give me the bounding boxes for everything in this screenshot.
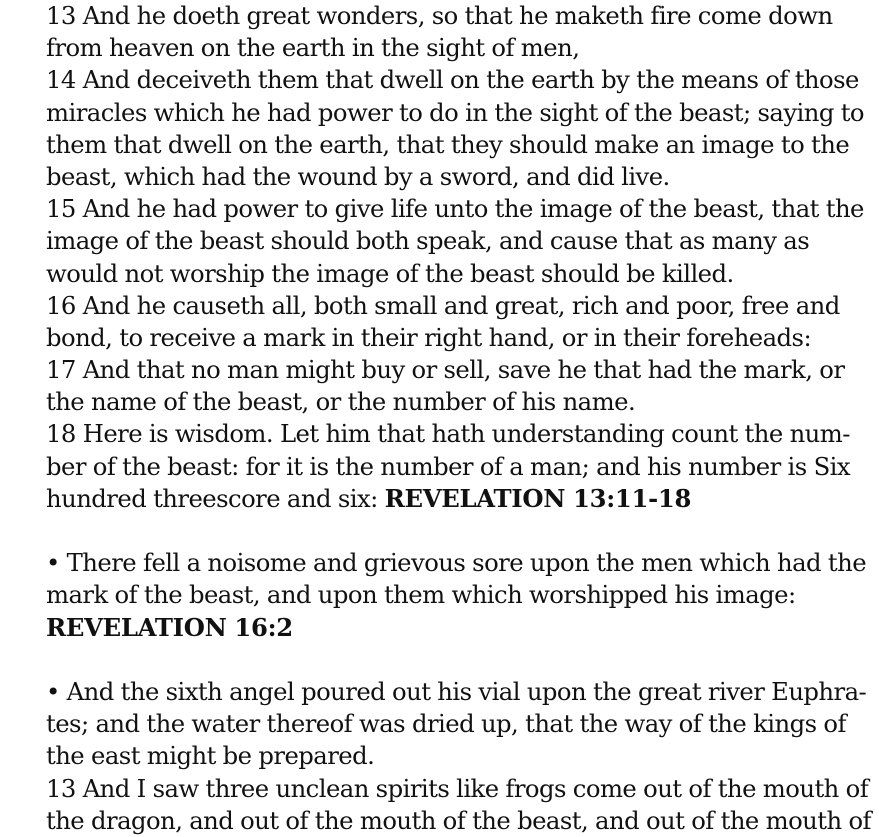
- text-line: ber of the beast: for it is the number of a man; and his number is Six: [46, 451, 851, 481]
- text-line: from heaven on the earth in the sight of men,: [46, 33, 580, 63]
- verse-13: [46, 0, 871, 64]
- text-line: 14 And deceiveth them that dwell on the earth by the means of those: [46, 65, 859, 95]
- paragraph-gap: [46, 515, 871, 547]
- verse-16: [46, 290, 871, 354]
- text-line: bond, to receive a mark in their right hand, or in their foreheads:: [46, 322, 812, 352]
- verse-17: [46, 354, 871, 418]
- passage-revelation-16: [46, 547, 871, 644]
- text-line: 13 And I saw three unclean spirits like frogs come out of the mouth of: [46, 773, 869, 803]
- text-fragment: hundred threescore and six:: [46, 483, 385, 513]
- text-line: image of the beast should both speak, and cause that as many as: [46, 226, 810, 256]
- verse-12: [46, 676, 871, 773]
- text-line: mark of the beast, and upon them which worshipped his image:: [46, 580, 796, 610]
- passage-sixth-angel: [46, 676, 871, 837]
- scripture-page: [46, 0, 871, 837]
- text-line: would not worship the image of the beast should be killed.: [46, 258, 734, 288]
- scripture-reference: REVELATION 13:11-18: [384, 483, 692, 513]
- text-line: 13 And he doeth great wonders, so that he maketh fire come down: [46, 1, 833, 30]
- bullet-text-line: • And the sixth angel poured out his vial upon the great river Euphra-: [46, 676, 867, 706]
- verse-18: [46, 418, 871, 515]
- text-line: them that dwell on the earth, that they should make an image to the: [46, 129, 850, 159]
- verse-15: [46, 193, 871, 290]
- text-line-with-reference: [46, 483, 871, 515]
- text-line: tes; and the water thereof was dried up, that the way of the kings of: [46, 709, 846, 739]
- scripture-reference: REVELATION 16:2: [46, 612, 293, 642]
- text-line: 16 And he causeth all, both small and great, rich and poor, free and: [46, 290, 840, 320]
- passage-revelation-13: [46, 0, 871, 515]
- text-line: miracles which he had power to do in the sight of the beast; saying to: [46, 97, 865, 127]
- text-line: the name of the beast, or the number of his name.: [46, 387, 636, 417]
- text-line: the east might be prepared.: [46, 741, 375, 771]
- verse-13: [46, 773, 871, 837]
- paragraph-gap: [46, 644, 871, 676]
- verse-14: [46, 64, 871, 193]
- bullet-text-line: • There fell a noisome and grievous sore upon the men which had the: [46, 548, 867, 578]
- text-line: 18 Here is wisdom. Let him that hath understanding count the num-: [46, 419, 850, 449]
- text-line: 15 And he had power to give life unto the image of the beast, that the: [46, 194, 864, 224]
- text-line: beast, which had the wound by a sword, and did live.: [46, 161, 670, 191]
- text-line: the dragon, and out of the mouth of the beast, and out of the mouth of: [46, 805, 871, 835]
- text-line: 17 And that no man might buy or sell, save he that had the mark, or: [46, 355, 845, 385]
